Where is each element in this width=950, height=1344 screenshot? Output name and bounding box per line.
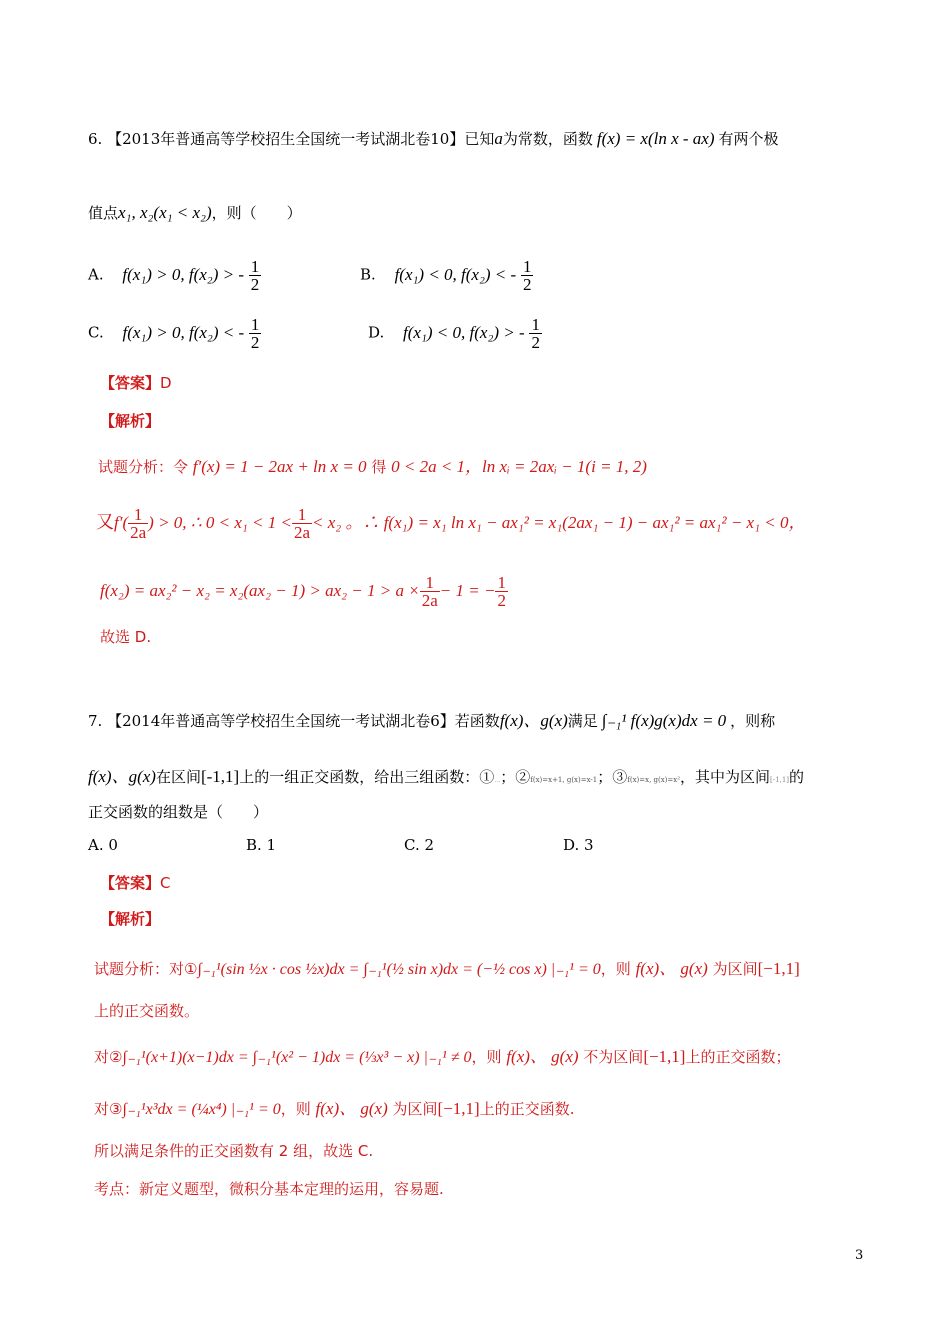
q6-option-b: B. f(x₁) < 0, f(x₂) < - $\frac{1}{2}$ [360, 257, 532, 294]
q6-option-c: C. f(x₁) > 0, f(x₂) < - $\frac{1}{2}$ [88, 315, 260, 352]
q7-analysis-label: 【解析】 [100, 910, 161, 928]
q6-solution-line3: f(x₂) = ax₂² − x₂ = x₂(ax₂ − 1) > ax₂ − 1 > a × $\frac{1}{2a}$ − 1 = − $\frac{1}{2}$ [100, 573, 506, 610]
q6-conclusion: 故选 D. [100, 628, 152, 646]
q6-stem-line2: 值点x₁, x₂(x₁ < x₂)，则（ ） [88, 203, 302, 222]
q7-solution-summary: 所以满足条件的正交函数有 2 组，故选 C. [94, 1142, 374, 1160]
q7-solution-3: 对③∫₋₁¹x³dx = (¼x⁴) |₋₁¹ = 0，则 f(x)、 g(x) 为区间[−1,1]上的正交函数. [94, 1099, 575, 1118]
q7-stem-line1: 7. 【2014年普通高等学校招生全国统一考试湖北卷6】若函数f(x)、g(x)满足 ∫₋₁¹ f(x)g(x)dx = 0 ，则称 [88, 711, 776, 730]
q6-answer: 【答案】D [100, 374, 172, 392]
q6-option-a: A. f(x₁) > 0, f(x₂) > - $\frac{1}{2}$ [88, 257, 260, 294]
q7-key-points: 考点：新定义题型，微积分基本定理的运用，容易题. [94, 1180, 444, 1198]
q7-stem-line3: 正交函数的组数是（ ） [88, 803, 269, 821]
q7-integral: ∫₋₁¹ f(x)g(x)dx = 0 [601, 711, 727, 730]
q7-option-c: C. 2 [404, 836, 435, 854]
q7-stem-line2: f(x)、g(x)在区间[-1,1]上的一组正交函数，给出三组函数：①…；②f(x)=x+1, g(x)=x-1；③f(x)=x, g(x)=x²，其中为区间[-1,1]的 [88, 767, 805, 786]
q7-option-a: A. 0 [88, 836, 118, 854]
q7-solution-1-cont: 上的正交函数。 [94, 1002, 200, 1020]
q6-solution-line2: 又f′( $\frac{1}{2a}$ ) > 0, ∴ 0 < x₁ < 1 < $\frac{1}{2a}$ < x₂ 。∴ f(x₁) = x₁ ln x₁ − ax₁² = x₁(2ax₁ − 1) − ax₁² = ax₁² − x₁ < 0， [96, 505, 806, 542]
q7-option-b: B. 1 [246, 836, 277, 854]
q7-option-d: D. 3 [563, 836, 594, 854]
q6-solution-line1: 试题分析：令 f′(x) = 1 − 2ax + ln x = 0 得 0 < 2a < 1，ln xᵢ = 2axᵢ − 1(i = 1, 2) [98, 457, 647, 476]
q6-stem-line1: 6. 【2013年普通高等学校招生全国统一考试湖北卷10】已知a为常数，函数 f(x) = x(ln x - ax) 有两个极 [88, 129, 779, 148]
q7-answer: 【答案】C [100, 874, 171, 892]
q7-solution-1: 试题分析：对①∫₋₁¹(sin ½x · cos ½x)dx = ∫₋₁¹(½ sin x)dx = (−½ cos x) |₋₁¹ = 0，则 f(x)、 g(x) 为区间[−1,1] [94, 959, 800, 978]
q6-function: f(x) = x(ln x - ax) [596, 129, 715, 148]
q7-solution-2: 对②∫₋₁¹(x+1)(x−1)dx = ∫₋₁¹(x² − 1)dx = (⅓x³ − x) |₋₁¹ ≠ 0，则 f(x)、 g(x) 不为区间[−1,1]上的正交函数； [94, 1047, 791, 1066]
q6-analysis-label: 【解析】 [100, 412, 161, 430]
q6-option-d: D. f(x₁) < 0, f(x₂) > - $\frac{1}{2}$ [368, 315, 540, 352]
page-number: 3 [855, 1248, 864, 1263]
